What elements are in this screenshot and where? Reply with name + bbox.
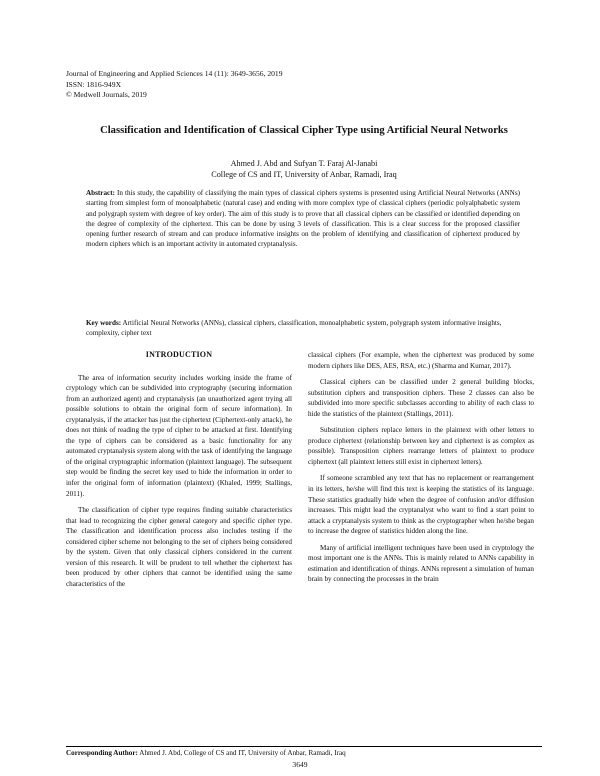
- keywords-label: Key words:: [86, 319, 122, 327]
- corresponding-author-footer: [66, 749, 542, 758]
- intro-paragraph: classical ciphers (For example, when the ciphertext was produced by some modern ciphers like DES, AES, RSA, etc.) (Sharma and Kumar, 2017).: [308, 351, 534, 370]
- paper-title: Classification and Identification of Classical Cipher Type using Artificial Neural Networks: [100, 125, 508, 136]
- corresponding-author-text: Ahmed J. Abd, College of CS and IT, University of Anbar, Ramadi, Iraq: [139, 749, 346, 757]
- intro-paragraph: If someone scrambled any text that has no replacement or rearrangement in its letters, he/she will find this text is keeping the statistics of its language. These statistics gradually hide when the degree of confusion and/or diffusion increases. This might lead the cryptanalyst who want to find a start point to attack a cryptanalysis system to think as the cryptographer when he/she began to increase the degree of statistics hidden along the line.: [308, 474, 534, 536]
- abstract: [86, 188, 520, 250]
- journal-copyright: © Medwell Journals, 2019: [66, 90, 147, 99]
- page-number: 3649: [292, 760, 308, 769]
- author-block: [66, 159, 542, 180]
- footer-divider: [66, 746, 542, 747]
- intro-paragraph: Substitution ciphers replace letters in the plaintext with other letters to produce ciphertext (relationship between key and ciphertext is as complex as possible). Transposition ciphers rearrange letters of plaintext to produce ciphertext (all plaintext letters still exist in ciphertext letters).: [308, 426, 534, 466]
- abstract-text: In this study, the capability of classifying the main types of classical ciphers systems is presented using Artificial Neural Networks (ANNs) starting from simplest form of monoalphabetic (natural case) and ending with more complex type of classical ciphers (periodic polyalphabetic system and polygraph system with degree of key order). The aim of this study is to prove that all classical ciphers can be classified or identified depending on the degree of complexity of the ciphertext. This can be done by using 3 levels of classification. This is a clear success for the proposed classifier opening further research of stream and can produce informative insights on the problem of identifying and classification of ciphertext produced by modern ciphers which is an important activity in automated cryptanalysis.: [86, 189, 520, 249]
- keywords-text: Artificial Neural Networks (ANNs), classical ciphers, classification, monoalphabetic system, polygraph system informative insights, complexity, cipher text: [86, 319, 502, 338]
- journal-issn: ISSN: 1816-949X: [66, 79, 122, 89]
- section-heading-introduction: INTRODUCTION: [145, 350, 213, 359]
- keywords: [86, 318, 520, 339]
- intro-paragraph: Many of artificial intelligent techniques have been used in cryptology the most important one is the ANNs. This is mainly related to ANNs capability in estimation and identification of things. ANNs represent a simulation of human brain by connecting the processes in the brain: [308, 543, 534, 584]
- author-affiliation: College of CS and IT, University of Anbar, Ramadi, Iraq: [211, 169, 397, 179]
- intro-paragraph: The classification of cipher type requires finding suitable characteristics that lead to recognizing the cipher general category and specific cipher type. The classification and identification process also includes testing if the considered cipher scheme not belonging to the set of ciphers being considered by the system. Given that only classical ciphers considered in the current version of this research. It will be prudent to tell whether the ciphertext has been produced by other ciphers that cannot be identified using the same characteristics of the: [66, 506, 292, 588]
- journal-header: [66, 69, 283, 101]
- right-column: [308, 350, 534, 591]
- abstract-label: Abstract:: [86, 189, 115, 197]
- author-names: Ahmed J. Abd and Sufyan T. Faraj Al-Janabi: [230, 159, 378, 168]
- intro-paragraph: Classical ciphers can be classified under 2 general building blocks, substitution ciphers and transposition ciphers. These 2 classes can also be subdivided into more specific subclasses according to ability of each class to hide the statistics of the plaintext (Stallings, 2011).: [308, 378, 534, 418]
- intro-paragraph: The area of information security includes working inside the frame of cryptology which can be subdivided into cryptography (securing information from an authorized agent) and cryptanalysis (an unauthorized agent trying all possible solutions to obtain the original form of secure information). In cryptanalysis, if the attacker has just the ciphertext (Ciphertext-only attack), he does not think of reading the type of cipher to be attacked at first. Identifying the type of ciphers can be considered as a basic functionality for any automated cryptanalysis system along with the task of identifying the language of the original cryptographic information (plaintext language). The subsequent step would be finding the secret key used to hide the information in order to infer the original form of information (plaintext) (Khaled, 1999; Stallings, 2011).: [66, 373, 292, 498]
- corresponding-author-label: Corresponding Author:: [66, 749, 138, 757]
- left-column: [66, 350, 292, 595]
- journal-citation: Journal of Engineering and Applied Sciences 14 (11): 3649-3656, 2019: [66, 69, 283, 78]
